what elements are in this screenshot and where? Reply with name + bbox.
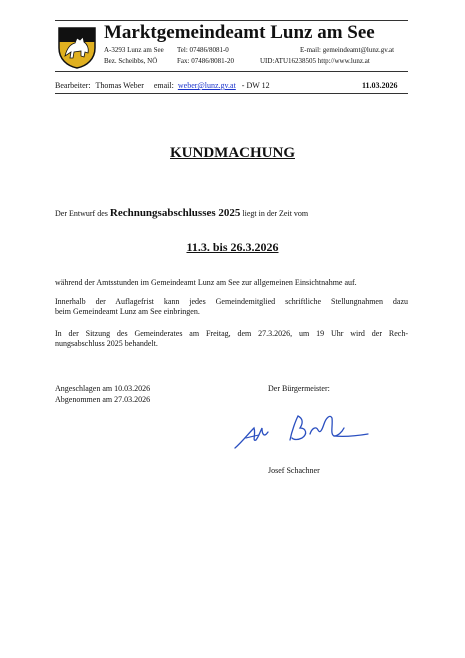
paragraph-council-line-1: In der Sitzung des Gemeinderates am Freitag, dem 27.3.2026, um 19 Uhr wird der Rech-	[55, 329, 408, 338]
paragraph-objections-line-2: beim Gemeindeamt Lunz am See einbringen.	[55, 307, 200, 316]
removed-date: Abgenommen am 27.03.2026	[55, 395, 151, 404]
display-period: 11.3. bis 26.3.2026	[186, 240, 279, 254]
intro-suffix: liegt in der Zeit vom	[242, 209, 309, 218]
paragraph-council-session	[55, 329, 408, 349]
document-date: 11.03.2026	[362, 81, 398, 90]
intro-line	[55, 207, 308, 219]
email-label: email:	[153, 81, 174, 90]
extension-ref: - DW 12	[241, 81, 270, 90]
uid-and-website: UID:ATU16238505 http://www.lunz.at	[260, 57, 370, 65]
posted-date: Angeschlagen am 10.03.2026	[55, 384, 151, 393]
notice-heading: KUNDMACHUNG	[170, 145, 295, 161]
clerk-label: Bearbeiter:	[55, 81, 91, 90]
clerk-name: Thomas Weber	[95, 81, 144, 90]
meta-rule	[55, 93, 408, 94]
office-title: Marktgemeindeamt Lunz am See	[104, 22, 375, 43]
address-line-2: Bez. Scheibbs, NÖ	[104, 57, 158, 65]
office-email: E-mail: gemeindeamt@lunz.gv.at	[300, 46, 395, 54]
coat-of-arms-icon	[57, 26, 97, 70]
paragraph-objections	[55, 297, 408, 317]
header-top-rule	[55, 20, 408, 21]
paragraph-inspection: während der Amtsstunden im Gemeindeamt Lunz am See zur allgemeinen Einsichtnahme auf.	[55, 278, 357, 287]
mayor-signature	[232, 404, 372, 454]
header-bottom-rule	[55, 71, 408, 72]
mayor-label: Der Bürgermeister:	[268, 384, 330, 393]
intro-prefix: Der Entwurf des	[55, 209, 108, 218]
fax-number: Fax: 07486/8081-20	[177, 57, 234, 65]
phone-number: Tel: 07486/8081-0	[177, 46, 229, 54]
clerk-line	[55, 81, 270, 90]
intro-bold-subject: Rechnungsabschlusses 2025	[109, 207, 241, 219]
paragraph-objections-line-1: Innerhalb der Auflagefrist kann jedes Gemeindemitglied schriftliche Stellungnahmen dazu	[55, 297, 408, 306]
mayor-name: Josef Schachner	[268, 466, 320, 475]
paragraph-council-line-2: nungsabschluss 2025 behandelt.	[55, 339, 158, 348]
clerk-email-link[interactable]: weber@lunz.gv.at	[177, 81, 236, 90]
address-line-1: A-3293 Lunz am See	[104, 46, 164, 54]
